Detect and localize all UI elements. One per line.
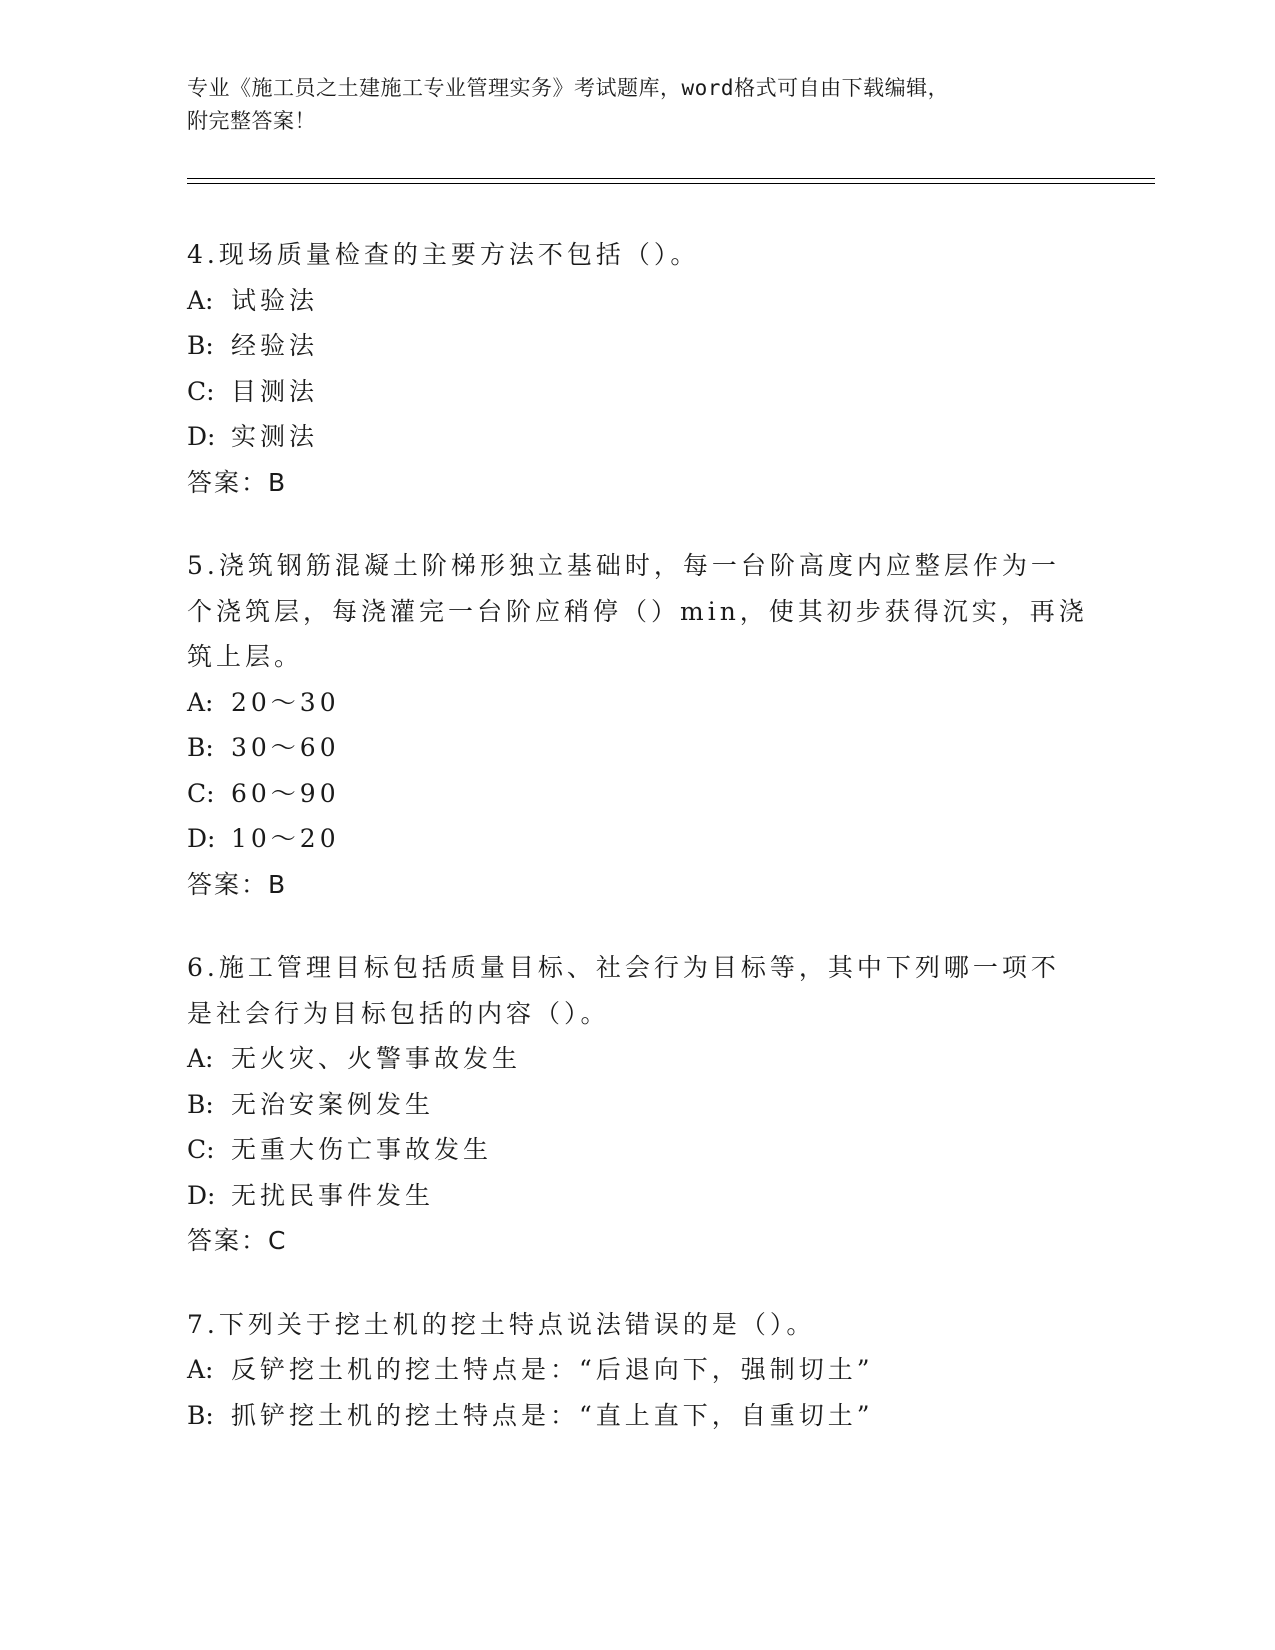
question-list (187, 232, 1087, 1476)
option-b (187, 1393, 1087, 1439)
question-5 (187, 543, 1087, 907)
option-a (187, 1036, 1087, 1082)
header-line-1: 专业《施工员之土建施工专业管理实务》考试题库，word格式可自由下载编辑， (187, 76, 950, 100)
option-key: D: (187, 1180, 216, 1210)
option-text: 经验法 (231, 331, 319, 360)
question-7 (187, 1302, 1087, 1439)
question-6 (187, 945, 1087, 1264)
question-text (187, 945, 1087, 1036)
answer: 答案：B (187, 869, 288, 899)
option-key: B: (187, 733, 214, 762)
option-text: 30～60 (231, 733, 340, 762)
option-text: 目测法 (231, 376, 319, 406)
option-text: 试验法 (231, 285, 319, 315)
option-key: D: (187, 824, 216, 853)
question-line: 5.浇筑钢筋混凝土阶梯形独立基础时，每一台阶高度内应整层作为一 (187, 551, 1060, 580)
option-key: A: (187, 1044, 214, 1073)
option-key: B: (187, 331, 214, 360)
option-text: 无扰民事件发生 (231, 1180, 435, 1210)
option-key: A: (187, 1355, 214, 1384)
question-line: 筑上层。 (187, 642, 304, 671)
option-text: 无重大伤亡事故发生 (231, 1135, 493, 1164)
option-text: 无治安案例发生 (231, 1089, 435, 1119)
option-c (187, 1127, 1087, 1173)
option-text: 抓铲挖土机的挖土特点是：“直上直下，自重切土” (231, 1400, 874, 1430)
document-header (187, 72, 1067, 138)
question-line: 6.施工管理目标包括质量目标、社会行为目标等，其中下列哪一项不 (187, 953, 1060, 982)
answer: 答案：C (187, 1226, 288, 1255)
option-b (187, 725, 1087, 771)
option-key: D: (187, 422, 216, 451)
option-text: 反铲挖土机的挖土特点是：“后退向下，强制切土” (231, 1355, 874, 1384)
option-text: 60～90 (231, 778, 340, 808)
option-text: 10～20 (231, 824, 340, 853)
option-text: 无火灾、火警事故发生 (231, 1044, 522, 1073)
option-a (187, 278, 1087, 324)
option-key: A: (187, 285, 214, 315)
option-key: C: (187, 778, 215, 808)
option-c (187, 369, 1087, 415)
option-a (187, 1347, 1087, 1393)
option-d (187, 1173, 1087, 1219)
question-text (187, 232, 1087, 278)
answer: 答案：B (187, 467, 288, 497)
question-line: 个浇筑层，每浇灌完一台阶应稍停（）min，使其初步获得沉实，再浇 (187, 596, 1088, 626)
option-key: C: (187, 376, 215, 406)
option-b (187, 323, 1087, 369)
option-key: A: (187, 687, 214, 717)
header-line-2: 附完整答案！ (187, 109, 316, 133)
question-line: 4.现场质量检查的主要方法不包括（）。 (187, 240, 700, 269)
option-a (187, 680, 1087, 726)
option-text: 实测法 (231, 422, 319, 451)
question-line: 是社会行为目标包括的内容（）。 (187, 998, 610, 1028)
question-text (187, 1302, 1087, 1348)
option-d (187, 414, 1087, 460)
question-text (187, 543, 1087, 680)
option-key: C: (187, 1135, 215, 1164)
option-c (187, 771, 1087, 817)
option-text: 20～30 (231, 687, 340, 717)
option-d (187, 816, 1087, 862)
option-b (187, 1082, 1087, 1128)
question-4 (187, 232, 1087, 505)
option-key: B: (187, 1400, 214, 1430)
header-divider-bottom (187, 183, 1155, 184)
question-line: 7.下列关于挖土机的挖土特点说法错误的是（）。 (187, 1309, 816, 1339)
header-divider-top (187, 178, 1155, 179)
option-key: B: (187, 1089, 214, 1119)
